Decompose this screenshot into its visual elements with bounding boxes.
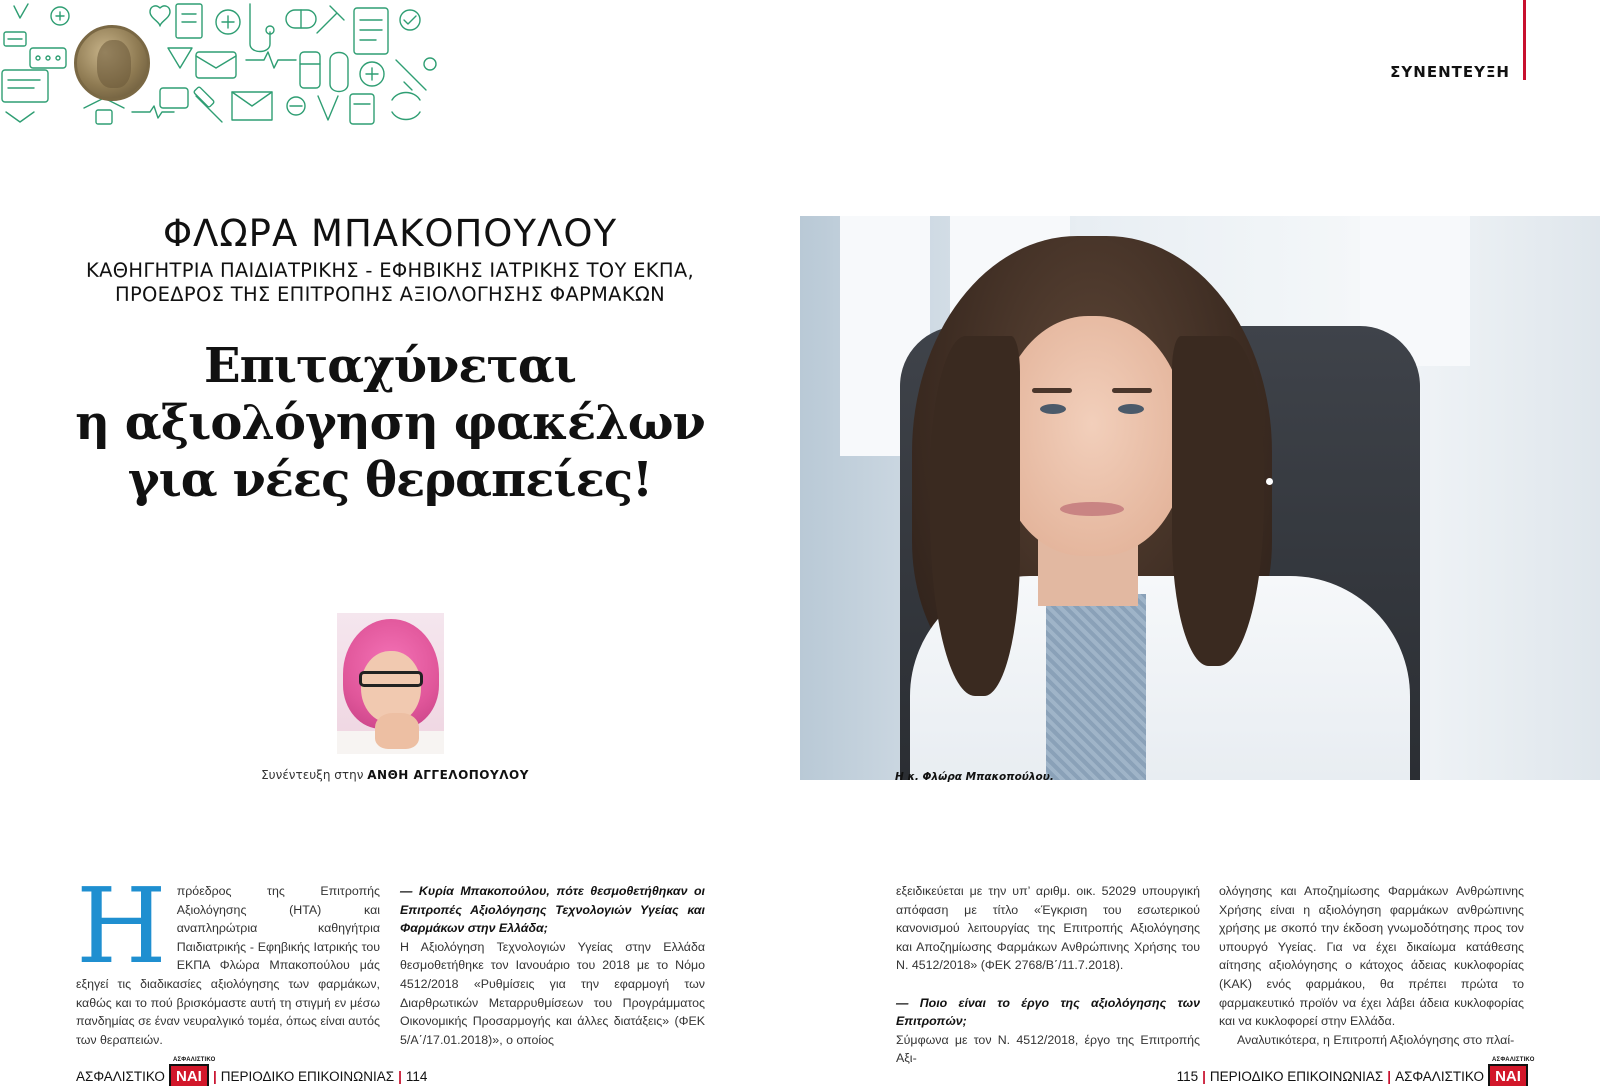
nai-logo-text: ΝΑΙ: [176, 1068, 202, 1085]
nai-logo: [1488, 1057, 1535, 1086]
medical-pattern-icon: [0, 0, 445, 128]
intro-paragraph: πρόεδρος της Επιτροπής Αξιολόγησης (HTA) και αναπληρώτρια καθηγήτρια Παιδιατρικής - Εφηβικής Ιατρικής του ΕΚΠΑ Φλώρα Μπακοπούλου μάς εξηγεί τις διαδικασίες αξιολόγησης των φαρμάκων, καθώς και το πού βρισκόμαστε αυτή τη στιγμή εν μέσω πανδημίας σε έναν νευραλγικό τομέα, όπως είναι αυτός των θεραπειών.: [76, 884, 380, 1047]
article-column-3: [896, 882, 1200, 1068]
interview-credit: [0, 768, 790, 782]
footer-title: ΠΕΡΙΟΔΙΚΟ ΕΠΙΚΟΙΝΩΝΙΑΣ: [220, 1068, 395, 1084]
interviewee-role-line-1: ΚΑΘΗΓΗΤΡΙΑ ΠΑΙΔΙΑΤΡΙΚΗΣ - ΕΦΗΒΙΚΗΣ ΙΑΤΡΙΚΗΣ ΤΟΥ ΕΚΠΑ,: [86, 259, 694, 282]
lips: [1060, 502, 1124, 516]
question-1: — Κυρία Μπακοπούλου, πότε θεσμοθετήθηκαν οι Επιτροπές Αξιολόγησης Τεχνολογιών Υγείας και Φαρμάκων στην Ελλάδα;: [400, 884, 705, 936]
article-column-4: [1219, 882, 1524, 1049]
article-column-1: [76, 865, 380, 1049]
nai-logo-brand: ΑΣΦΑΛΙΣΤΙΚΟ: [172, 1057, 216, 1063]
interviewer-name: ΑΝΘΗ ΑΓΓΕΛΟΠΟΥΛΟΥ: [367, 768, 529, 782]
interviewer-photo: [337, 613, 444, 754]
medical-doodle-header: [0, 0, 445, 128]
main-portrait-photo: [800, 216, 1600, 780]
answer-1-continued: εξειδικεύεται με την υπ’ αριθμ. οικ. 52029 υπουργική απόφαση με τίτλο «Έγκριση του εσωτερικού κανονισμού λειτουργίας της Επιτροπής Αξιολόγησης και Αποζημίωσης Φαρμάκων Ανθρώπινης Χρήσης του Ν. 4512/2018» (ΦΕΚ 2768/Β΄/11.7.2018).: [896, 884, 1200, 973]
interviewee-name: ΦΛΩΡΑ ΜΠΑΚΟΠΟΥΛΟΥ: [162, 212, 618, 255]
eyebrow: [1032, 388, 1072, 393]
nai-logo-brand: ΑΣΦΑΛΙΣΤΙΚΟ: [1492, 1057, 1535, 1063]
page-number: 114: [405, 1068, 428, 1084]
section-label: ΣΥΝΕΝΤΕΥΞΗ: [1390, 63, 1510, 81]
eyebrow: [1112, 388, 1152, 393]
footer-title: ΠΕΡΙΟΔΙΚΟ ΕΠΙΚΟΙΝΩΝΙΑΣ: [1209, 1068, 1384, 1084]
interviewer-hand: [375, 713, 419, 749]
answer-1: Η Αξιολόγηση Τεχνολογιών Υγείας στην Ελλάδα θεσμοθετήθηκε τον Ιανουάριο του 2018 με το Νόμο 4512/2018 «Ρυθμίσεις για την εφαρμογή των Διαρθρωτικών Μεταρρυθμίσεων του Προγράμματος Οικονομικής Προσαρμογής και άλλες διατάξεις» (ΦΕΚ 5/Α΄/17.01.2018)», ο οποίος: [400, 939, 705, 1047]
earring: [1266, 478, 1273, 485]
section-rule: [1523, 0, 1526, 80]
footer-magazine-name: ΑΣΦΑΛΙΣΤΙΚΟ: [76, 1068, 165, 1084]
headline-line-3: για νέες θεραπείες!: [127, 452, 653, 508]
footer-separator: |: [1387, 1068, 1392, 1084]
answer-2: Σύμφωνα με τον Ν. 4512/2018, έργο της Επιτροπής Αξι-: [896, 1032, 1200, 1066]
footer-left: [76, 1057, 428, 1086]
footer-separator: |: [398, 1068, 402, 1084]
hippocrates-coin-icon: [74, 25, 150, 101]
answer-2-next: Αναλυτικότερα, η Επιτροπή Αξιολόγησης στο πλαί-: [1237, 1032, 1515, 1047]
article-column-2: [400, 882, 705, 1049]
hair-strand: [1172, 336, 1264, 666]
lace-blouse: [1046, 594, 1146, 780]
interviewee-role-line-2: ΠΡΟΕΔΡΟΣ ΤΗΣ ΕΠΙΤΡΟΠΗΣ ΑΞΙΟΛΟΓΗΣΗΣ ΦΑΡΜΑΚΩΝ: [114, 283, 666, 306]
footer-right: [1176, 1057, 1535, 1086]
paragraph-spacer: [896, 975, 1200, 994]
interviewer-glasses: [359, 671, 423, 687]
headline: [0, 338, 780, 509]
coin-portrait: [97, 40, 131, 88]
eye: [1040, 404, 1066, 414]
page-number: 115: [1176, 1068, 1199, 1084]
dropcap: Η: [76, 865, 167, 987]
footer-separator: |: [1202, 1068, 1206, 1084]
face: [998, 316, 1186, 556]
headline-line-2: η αξιολόγηση φακέλων: [75, 395, 705, 451]
interview-credit-prefix: Συνέντευξη στην: [261, 768, 364, 782]
question-2: — Ποιο είναι το έργο της αξιολόγησης των Επιτροπών;: [896, 995, 1200, 1029]
hair-strand: [930, 336, 1020, 696]
answer-2-continued: ολόγησης και Αποζημίωσης Φαρμάκων Ανθρώπινης Χρήσης είναι η αξιολόγηση φαρμάκων ανθρώπινης χρήσης με σκοπό την έκδοση γνωμοδότησης προς τον υπουργό Υγείας. Για να έχει δικαίωμα κατάθεσης αίτησης αξιολόγησης ο κάτοχος άδειας κυκλοφορίας (ΚΑΚ) ενός φαρμάκου, θα πρέπει πρώτα το φαρμακευτικό προϊόν να έχει λάβει άδεια κυκλοφορίας και να κυκλοφορεί στην Ελλάδα.: [1219, 884, 1524, 1029]
footer-separator: |: [212, 1068, 217, 1084]
nai-logo-text: ΝΑΙ: [1495, 1068, 1521, 1085]
headline-line-1: Επιταχύνεται: [204, 338, 576, 394]
eye: [1118, 404, 1144, 414]
nai-logo: [169, 1057, 216, 1086]
photo-caption: Η κ. Φλώρα Μπακοπούλου.: [895, 771, 1054, 783]
footer-magazine-name: ΑΣΦΑΛΙΣΤΙΚΟ: [1395, 1068, 1484, 1084]
